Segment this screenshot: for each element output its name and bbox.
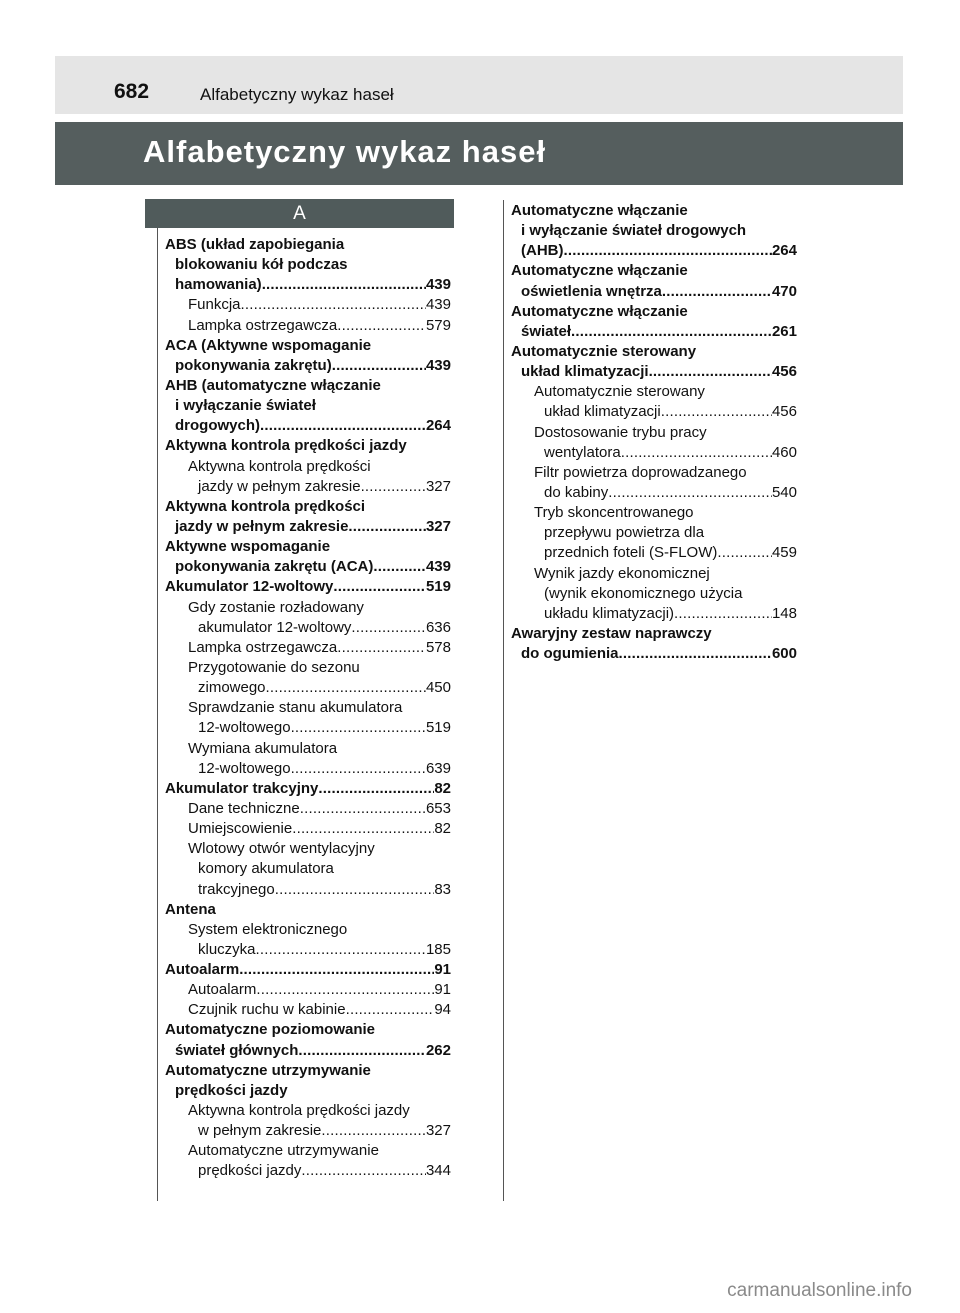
watermark: carmanualsonline.info — [727, 1280, 912, 1301]
entry-text: Wynik jazdy ekonomicznej — [534, 564, 710, 582]
index-entry — [511, 302, 797, 322]
entry-text: Czujnik ruchu w kabinie — [188, 1001, 346, 1019]
entry-text: do kabiny — [544, 483, 609, 501]
index-entry — [165, 1101, 451, 1121]
entry-page: 653 — [425, 799, 451, 817]
entry-text: ABS (układ zapobiegania — [165, 236, 345, 253]
index-entry — [165, 1000, 451, 1020]
entry-text: do ogumienia — [521, 645, 619, 663]
dot-leader — [337, 316, 426, 336]
dot-leader — [621, 443, 772, 463]
index-entry — [165, 577, 451, 597]
index-entry — [165, 376, 451, 396]
entry-text: Aktywne wspomaganie — [165, 538, 331, 556]
dot-leader — [301, 1161, 426, 1181]
index-entry — [165, 1041, 451, 1061]
entry-text: zimowego — [198, 679, 266, 697]
index-entry — [165, 416, 451, 436]
dot-leader — [571, 322, 772, 342]
index-entry — [511, 443, 797, 463]
index-entry — [165, 839, 451, 859]
index-entry — [511, 584, 797, 604]
index-entry — [165, 960, 451, 980]
entry-text: pokonywania zakrętu (ACA) — [175, 558, 374, 576]
index-entry — [165, 779, 451, 799]
entry-page: 94 — [434, 1001, 451, 1019]
index-entry — [165, 255, 451, 275]
page-title: Alfabetyczny wykaz haseł — [143, 134, 547, 169]
index-entry — [165, 356, 451, 376]
entry-page: 540 — [771, 483, 797, 501]
entry-text: Automatyczne poziomowanie — [165, 1021, 376, 1039]
entry-text: Lampka ostrzegawcza — [188, 638, 338, 656]
entry-page: 327 — [425, 1122, 451, 1140]
index-entry — [165, 859, 451, 879]
section-letter: A — [145, 199, 454, 228]
index-entry — [511, 282, 797, 302]
entry-page: 148 — [771, 604, 797, 622]
entry-text: blokowaniu kół podczas — [175, 256, 348, 274]
dot-leader — [262, 275, 426, 295]
entry-text: akumulator 12-woltowy — [198, 618, 352, 636]
entry-page: 470 — [771, 282, 797, 300]
index-entry — [511, 523, 797, 543]
index-entry — [511, 463, 797, 483]
index-entry — [165, 497, 451, 517]
entry-text: 12-woltowego — [198, 719, 291, 737]
index-entry — [511, 604, 797, 624]
index-entry — [165, 436, 451, 456]
index-entry — [165, 920, 451, 940]
entry-page: 261 — [771, 322, 797, 340]
index-entry — [165, 900, 451, 920]
index-entry — [165, 477, 451, 497]
entry-page: 264 — [425, 417, 451, 435]
index-entry — [165, 940, 451, 960]
page-number: 682 — [114, 80, 150, 103]
index-entry — [511, 644, 797, 664]
index-entry — [165, 537, 451, 557]
entry-text: i wyłączanie świateł drogowych — [521, 222, 747, 240]
entry-page: 327 — [425, 517, 451, 535]
index-entry — [165, 658, 451, 678]
index-entry — [165, 517, 451, 537]
entry-text: Automatyczne włączanie — [511, 262, 688, 280]
entry-text: Dane techniczne — [188, 799, 300, 817]
index-entry — [165, 1161, 451, 1181]
entry-page: 519 — [425, 719, 451, 737]
dot-leader — [275, 880, 435, 900]
entry-text: Gdy zostanie rozładowany — [188, 598, 364, 616]
entry-page: 578 — [425, 638, 451, 656]
dot-leader — [332, 356, 426, 376]
dot-leader — [321, 1121, 426, 1141]
index-entry — [165, 396, 451, 416]
entry-text: prędkości jazdy — [175, 1081, 288, 1099]
index-entry — [165, 618, 451, 638]
entry-page: 327 — [425, 477, 451, 495]
index-entry — [165, 799, 451, 819]
dot-leader — [239, 960, 434, 980]
index-entry — [165, 980, 451, 1000]
index-entry — [165, 457, 451, 477]
entry-page: 91 — [434, 981, 451, 999]
entry-text: Autoalarm — [188, 981, 257, 999]
entry-text: hamowania) — [175, 276, 262, 294]
entry-text: jazdy w pełnym zakresie — [198, 477, 361, 495]
entry-page: 262 — [425, 1041, 451, 1059]
entry-page: 439 — [425, 296, 451, 314]
entry-text: prędkości jazdy — [198, 1162, 302, 1180]
entry-text: 12-woltowego — [198, 759, 291, 777]
index-entry — [165, 295, 451, 315]
entry-text: układ klimatyzacji — [544, 403, 661, 421]
entry-text: (wynik ekonomicznego użycia — [544, 584, 743, 602]
index-entry — [165, 336, 451, 356]
index-entry — [165, 638, 451, 658]
dot-leader — [241, 295, 426, 315]
entry-text: komory akumulatora — [198, 860, 334, 878]
entry-text: Autoalarm — [165, 961, 240, 979]
entry-text: drogowych) — [175, 417, 260, 435]
entry-page: 439 — [425, 276, 451, 294]
dot-leader — [661, 402, 772, 422]
index-entry — [165, 739, 451, 759]
index-entry — [165, 759, 451, 779]
dot-leader — [351, 618, 426, 638]
entry-text: ACA (Aktywne wspomaganie — [165, 336, 372, 354]
right-column-rule — [503, 200, 504, 1201]
index-entry — [165, 598, 451, 618]
index-entry — [511, 221, 797, 241]
entry-text: Aktywna kontrola prędkości jazdy — [165, 437, 407, 455]
entry-text: przednich foteli (S-FLOW) — [544, 544, 718, 562]
entry-text: (AHB) — [521, 242, 564, 260]
index-entry — [165, 698, 451, 718]
dot-leader — [300, 799, 426, 819]
entry-text: pokonywania zakrętu) — [175, 356, 332, 374]
dot-leader — [298, 1041, 426, 1061]
entry-text: Aktywna kontrola prędkości jazdy — [188, 1102, 410, 1120]
dot-leader — [361, 477, 426, 497]
entry-text: kluczyka — [198, 940, 256, 958]
entry-text: Antena — [165, 900, 216, 918]
entry-text: świateł głównych — [175, 1041, 299, 1059]
dot-leader — [266, 678, 426, 698]
dot-leader — [564, 241, 772, 261]
index-entry — [165, 1121, 451, 1141]
index-entry — [511, 382, 797, 402]
entry-text: układ klimatyzacji — [521, 363, 649, 381]
entry-page: 439 — [425, 356, 451, 374]
index-entry — [511, 201, 797, 221]
entry-page: 579 — [425, 316, 451, 334]
entry-page: 519 — [425, 578, 451, 596]
index-column-right — [511, 201, 797, 664]
entry-page: 456 — [771, 403, 797, 421]
dot-leader — [292, 819, 434, 839]
index-entry — [511, 543, 797, 563]
entry-page: 264 — [771, 242, 797, 260]
entry-text: Automatyczne włączanie — [511, 202, 688, 219]
entry-page: 639 — [425, 759, 451, 777]
entry-page: 636 — [425, 618, 451, 636]
entry-text: Akumulator 12-woltowy — [165, 578, 334, 596]
index-entry — [511, 241, 797, 261]
dot-leader — [337, 638, 426, 658]
entry-text: w pełnym zakresie — [198, 1122, 322, 1140]
entry-page: 344 — [425, 1162, 451, 1180]
dot-leader — [608, 483, 772, 503]
dot-leader — [619, 644, 772, 664]
entry-text: trakcyjnego — [198, 880, 275, 898]
entry-text: Sprawdzanie stanu akumulatora — [188, 699, 403, 717]
dot-leader — [649, 362, 772, 382]
index-entry — [165, 880, 451, 900]
dot-leader — [333, 577, 426, 597]
entry-page: 82 — [434, 820, 451, 838]
entry-text: oświetlenia wnętrza — [521, 282, 662, 300]
entry-page: 83 — [434, 880, 451, 898]
index-entry — [165, 316, 451, 336]
left-column-rule — [157, 228, 158, 1201]
entry-text: System elektronicznego — [188, 920, 348, 938]
dot-leader — [662, 282, 772, 302]
index-entry — [165, 557, 451, 577]
entry-text: jazdy w pełnym zakresie — [175, 517, 349, 535]
index-entry — [165, 235, 451, 255]
entry-text: Umiejscowienie — [188, 820, 293, 838]
entry-text: i wyłączanie świateł — [175, 397, 316, 415]
index-column-left — [165, 235, 451, 1182]
entry-text: Awaryjny zestaw naprawczy — [511, 624, 712, 642]
dot-leader — [373, 557, 426, 577]
entry-page: 185 — [425, 940, 451, 958]
entry-text: przepływu powietrza dla — [544, 524, 705, 542]
index-entry — [165, 1020, 451, 1040]
index-entry — [165, 819, 451, 839]
index-entry — [165, 275, 451, 295]
dot-leader — [260, 416, 426, 436]
entry-text: Aktywna kontrola prędkości — [165, 497, 366, 515]
dot-leader — [291, 718, 426, 738]
index-entry — [511, 564, 797, 584]
index-entry — [511, 261, 797, 281]
entry-page: 91 — [434, 961, 451, 979]
entry-text: świateł — [521, 322, 572, 340]
entry-text: Automatycznie sterowany — [534, 383, 705, 401]
dot-leader — [346, 1000, 435, 1020]
entry-page: 450 — [425, 679, 451, 697]
index-entry — [165, 678, 451, 698]
running-header — [55, 56, 903, 114]
entry-text: Tryb skoncentrowanego — [534, 504, 694, 522]
entry-text: Akumulator trakcyjny — [165, 779, 319, 797]
index-entry — [511, 624, 797, 644]
entry-text: Automatyczne utrzymywanie — [165, 1061, 371, 1079]
entry-text: Automatycznie sterowany — [511, 342, 697, 360]
index-entry — [511, 503, 797, 523]
entry-page: 459 — [771, 544, 797, 562]
entry-page: 600 — [771, 645, 797, 663]
running-title: Alfabetyczny wykaz haseł — [200, 85, 394, 104]
entry-text: AHB (automatyczne włączanie — [165, 376, 381, 394]
entry-text: Przygotowanie do sezonu — [188, 658, 360, 676]
dot-leader — [256, 940, 426, 960]
index-entry — [511, 483, 797, 503]
dot-leader — [348, 517, 426, 537]
entry-text: wentylatora — [544, 443, 621, 461]
index-entry — [165, 1141, 451, 1161]
entry-text: Filtr powietrza doprowadzanego — [534, 463, 747, 481]
dot-leader — [291, 759, 426, 779]
index-entry — [511, 423, 797, 443]
index-entry — [165, 1061, 451, 1081]
entry-text: Aktywna kontrola prędkości — [188, 457, 371, 475]
dot-leader — [674, 604, 772, 624]
entry-text: Dostosowanie trybu pracy — [534, 423, 707, 441]
index-entry — [165, 718, 451, 738]
entry-text: Wlotowy otwór wentylacyjny — [188, 840, 375, 858]
index-entry — [511, 402, 797, 422]
entry-page: 82 — [434, 779, 451, 797]
entry-text: Lampka ostrzegawcza — [188, 316, 338, 334]
index-entry — [165, 1081, 451, 1101]
index-entry — [511, 362, 797, 382]
entry-page: 460 — [771, 443, 797, 461]
entry-text: Automatyczne włączanie — [511, 302, 688, 320]
index-entry — [511, 342, 797, 362]
entry-text: Automatyczne utrzymywanie — [188, 1142, 379, 1160]
index-entry — [511, 322, 797, 342]
entry-text: układu klimatyzacji) — [544, 604, 675, 622]
entry-page: 439 — [425, 558, 451, 576]
entry-text: Wymiana akumulatora — [188, 739, 338, 757]
dot-leader — [717, 543, 772, 563]
entry-text: Funkcja — [188, 296, 241, 314]
dot-leader — [318, 779, 434, 799]
entry-page: 456 — [771, 363, 797, 381]
dot-leader — [256, 980, 434, 1000]
